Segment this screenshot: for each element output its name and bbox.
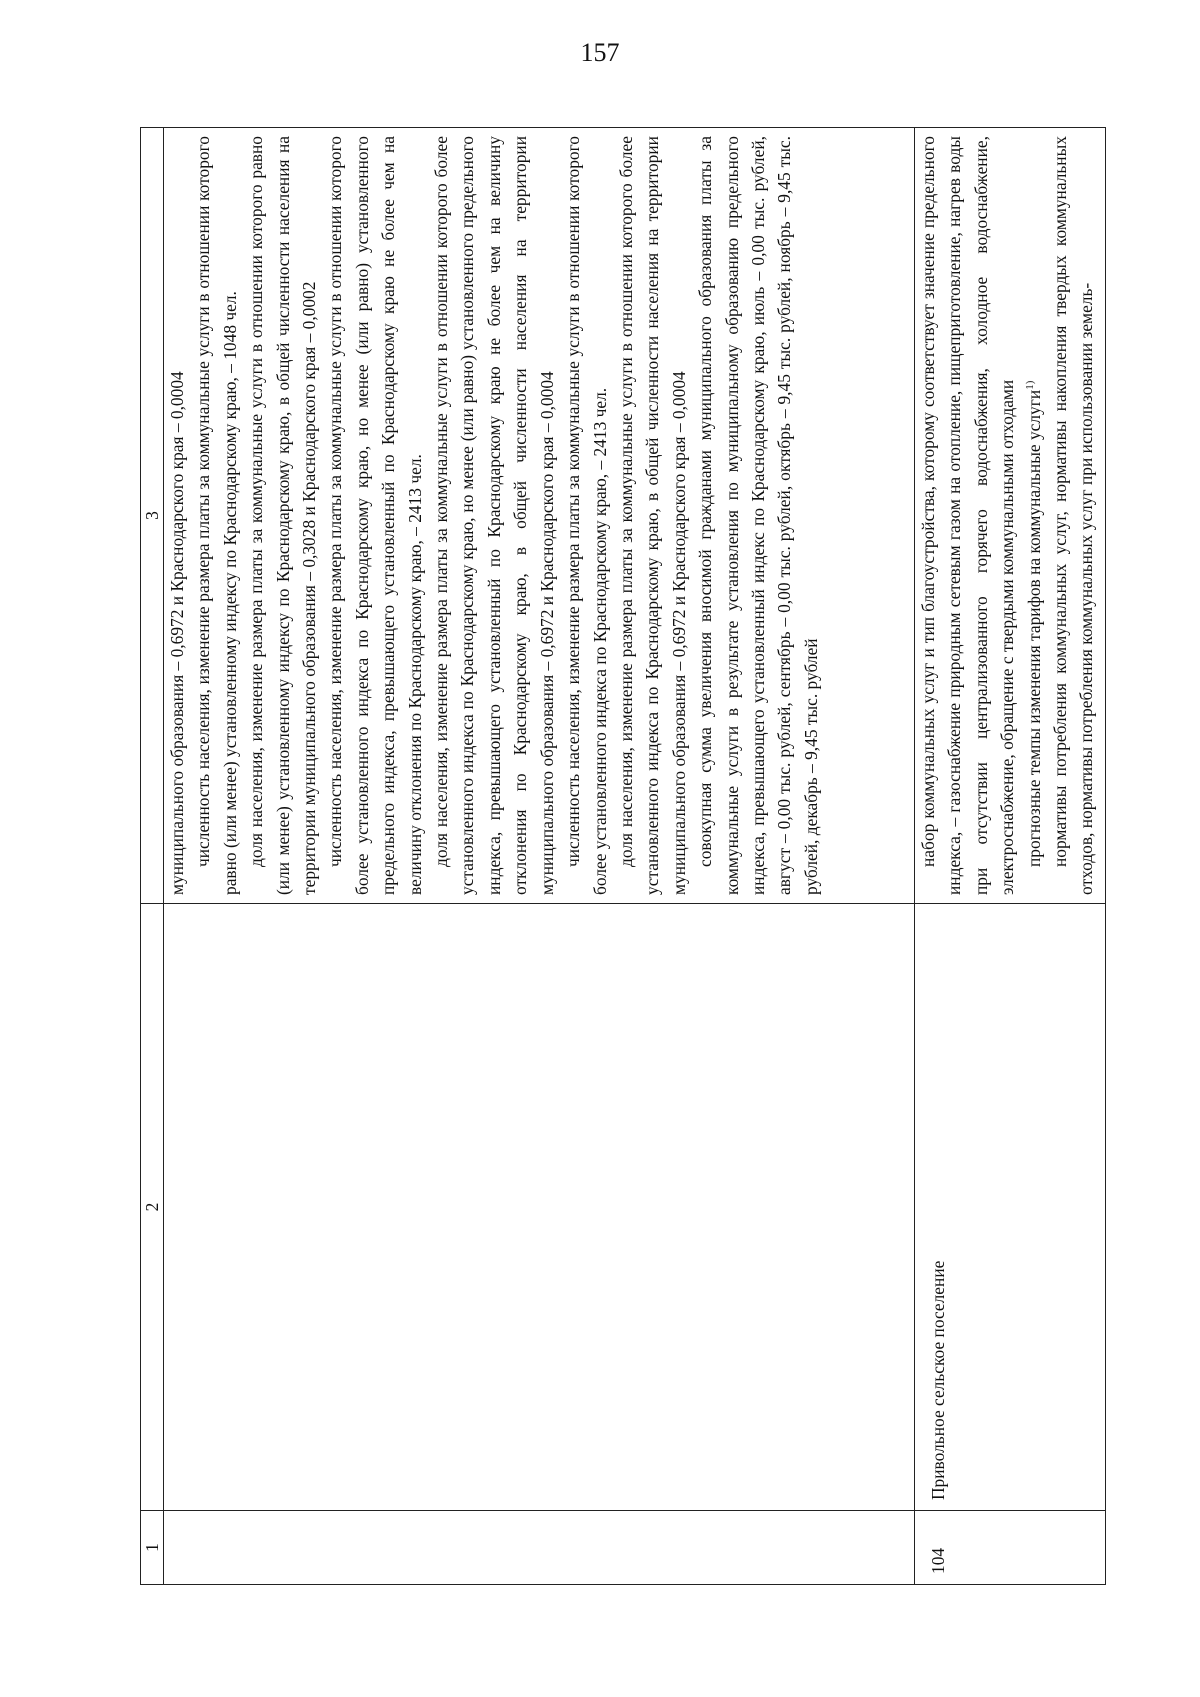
table-row bbox=[915, 128, 1106, 1585]
indicator-paragraph: численность населения, изменение размера платы за коммунальные услуги в отношении которого более установленного индекса по Краснодарскому краю, но менее (или равно) установленного предельного индекса, превышающего установленный по Краснодарскому краю не более чем на величину отклонения по Краснодарскому краю, – 2413 чел. bbox=[325, 136, 425, 895]
table-header-row bbox=[141, 128, 164, 1585]
indicator-paragraph: доля населения, изменение размера платы за коммунальные услуги в отношении которого более установленного индекса по Краснодарскому краю, в общей численности населения на территории муниципального образования – 0,6972 и Краснодарского края – 0,0004 bbox=[615, 136, 689, 895]
indicator-paragraph: нормативы потребления коммунальных услуг, нормативы накопления твердых коммунальных отходов, нормативы потребления коммунальных услуг при использовании земель- bbox=[1050, 136, 1097, 895]
indicator-paragraph: набор коммунальных услуг и тип благоустройства, которому соответствует значение предельного индекса, – газоснабжение природным сетевым газом на отопление, пищеприготовление, нагрев воды при отсутствии централизованного горячего водоснабжения, холодное водоснабжение, электроснабжение, обращение с твердыми коммунальными отходами bbox=[918, 136, 1018, 895]
header-col-1: 1 bbox=[141, 1511, 164, 1585]
table-row bbox=[164, 128, 915, 1585]
municipality-name-cell: Привольное сельское поселение bbox=[915, 904, 1106, 1511]
rotated-table-container bbox=[140, 128, 1097, 1585]
indicator-paragraph: совокупная сумма увеличения вносимой гражданами муниципального образования платы за коммунальные услуги в результате установления по муниципальному образованию предельного индекса, превышающего установленный индекс по Краснодарскому краю, июль – 0,00 тыс. рублей, август – 0,00 тыс. рублей, сентябрь – 0,00 тыс. рублей, октябрь – 9,45 тыс. рублей, ноябрь – 9,45 тыс. рублей, декабрь – 9,45 тыс. рублей bbox=[695, 136, 821, 895]
indicator-paragraph-text: прогнозные темпы изменения тарифов на коммунальные услуги bbox=[1023, 389, 1044, 867]
indicator-paragraph: доля населения, изменение размера платы за коммунальные услуги в отношении которого более установленного индекса по Краснодарскому краю, но менее (или равно) установленного предельного индекса, превышающего установленный по Краснодарскому краю не более чем на величину отклонения по Краснодарскому краю, в общей численности населения на территории муниципального образования – 0,6972 и Краснодарского края – 0,0004 bbox=[431, 136, 557, 895]
indicator-paragraph bbox=[1021, 136, 1047, 895]
municipality-name-cell bbox=[164, 904, 915, 1511]
row-number-cell bbox=[164, 1511, 915, 1585]
indicator-paragraph: численность населения, изменение размера платы за коммунальные услуги в отношении которого равно (или менее) установленному индексу по Краснодарскому краю, – 1048 чел. bbox=[193, 136, 240, 895]
header-col-2: 2 bbox=[141, 904, 164, 1511]
indicator-paragraph: муниципального образования – 0,6972 и Краснодарского края – 0,0004 bbox=[167, 371, 187, 895]
footnote-mark: 1) bbox=[1023, 380, 1036, 390]
header-col-3: 3 bbox=[141, 128, 164, 904]
indicators-cell bbox=[164, 128, 915, 904]
indices-table bbox=[140, 127, 1106, 1585]
indicator-paragraph: численность населения, изменение размера платы за коммунальные услуги в отношении которого более установленного индекса по Краснодарскому краю, – 2413 чел. bbox=[563, 136, 610, 895]
indicators-cell bbox=[915, 128, 1106, 904]
page-number: 157 bbox=[580, 38, 620, 67]
row-number-cell: 104 bbox=[915, 1511, 1106, 1585]
indicator-paragraph: доля населения, изменение размера платы за коммунальные услуги в отношении которого равно (или менее) установленному индексу по Краснодарскому краю, в общей численности населения на территории муниципального образования – 0,3028 и Краснодарского края – 0,0002 bbox=[246, 136, 320, 895]
table-frame bbox=[140, 128, 1097, 1585]
